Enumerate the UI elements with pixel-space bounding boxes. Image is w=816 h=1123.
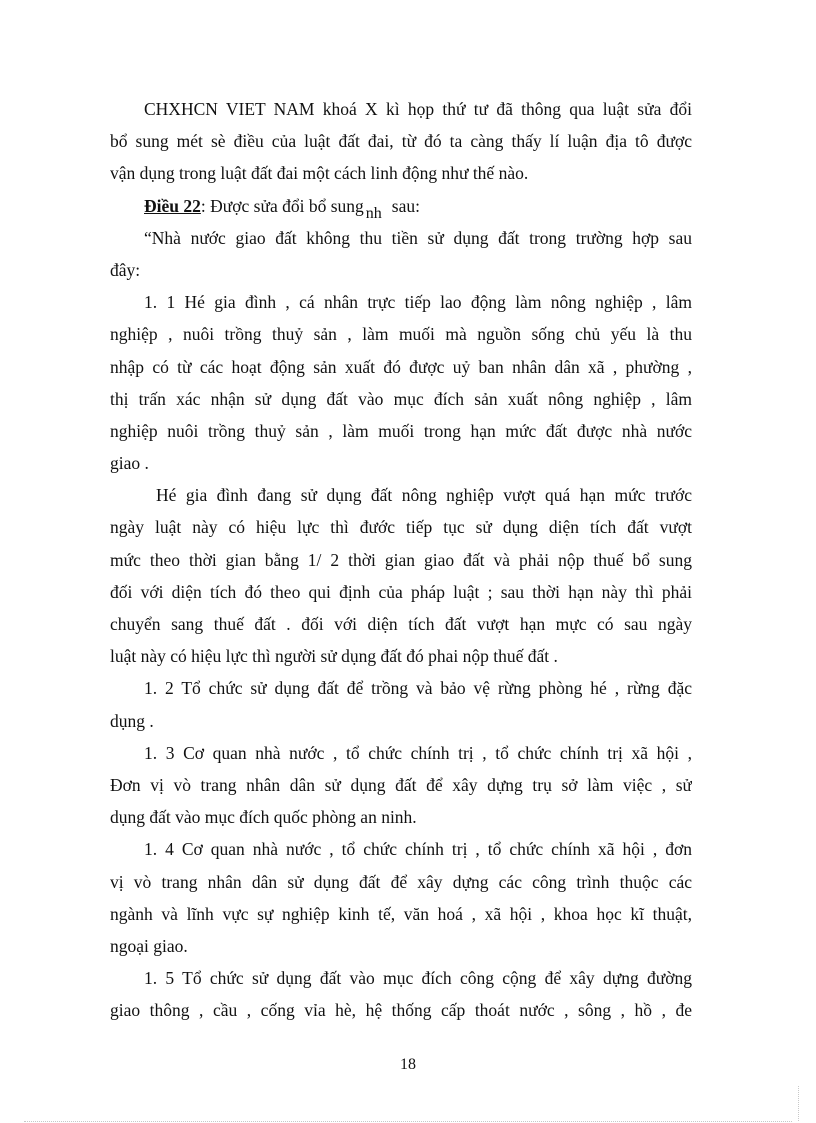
list-item-line: dụng . [110, 710, 154, 731]
list-item-line: 1. 2 Tổ chức sử dụng đất để trồng và bảo vệ rừng phòng hé , rừng đặc [144, 678, 692, 699]
paragraph-line: vận dụng trong luật đất đai một cách linh động như thế nào. [110, 163, 529, 184]
list-item-line: ngoại giao. [110, 935, 188, 956]
list-item-line: vị vò trang nhân dân sử dụng đất để xây dựng các công trình thuộc các [110, 871, 692, 892]
list-item-line: nhập có từ các hoạt động sản xuất đó được uỷ ban nhân dân xã , phường , [110, 356, 692, 377]
list-item-line: giao thông , cầu , cống vỉa hè, hệ thống cấp thoát nước , sông , hồ , đe [110, 1000, 692, 1021]
article-subscript: nh [365, 204, 382, 222]
article-text-after: sau: [391, 195, 420, 216]
paragraph-line: “Nhà nước giao đất không thu tiền sử dụng đất trong trường hợp sau [144, 227, 692, 248]
list-item-line: 1. 3 Cơ quan nhà nước , tổ chức chính trị , tổ chức chính trị xã hội , [144, 742, 692, 763]
list-item-line: 1. 4 Cơ quan nhà nước , tổ chức chính trị , tổ chức chính xã hội , đơn [144, 839, 692, 860]
list-item-line: nghiệp , nuôi trồng thuỷ sản , làm muối mà nguồn sống chủ yếu là thu [110, 324, 692, 345]
list-item-line: dụng đất vào mục đích quốc phòng an ninh. [110, 807, 417, 828]
list-item-line: 1. 1 Hé gia đình , cá nhân trực tiếp lao động làm nông nghiệp , lâm [144, 292, 692, 313]
paragraph-line: ngày luật này có hiệu lực thì đước tiếp tục sử dụng diện tích đất vượt [110, 517, 692, 538]
paragraph-line: bổ sung mét sè điều của luật đất đai, từ đó ta càng thấy lí luận địa tô được [110, 131, 692, 152]
page-number: 18 [400, 1056, 416, 1073]
page-edge-divider [24, 1121, 792, 1122]
paragraph-line: CHXHCN VIET NAM khoá X kì họp thứ tư đã thông qua luật sửa đổi [144, 99, 692, 119]
paragraph-line: Hé gia đình đang sử dụng đất nông nghiệp vượt quá hạn mức trước [156, 485, 692, 506]
article-title: Điều 22 [144, 195, 201, 216]
article-heading-line [110, 190, 692, 222]
list-item-line: nghiệp nuôi trồng thuỷ sản , làm muối trong hạn mức đất được nhà nước [110, 420, 692, 441]
paragraph-line: luật này có hiệu lực thì người sử dụng đất đó phai nộp thuế đất . [110, 646, 558, 667]
paragraph-line: đối với diện tích đó theo qui định của pháp luật ; sau thời hạn này thì phải [110, 581, 692, 602]
paragraph-line: mức theo thời gian bằng 1/ 2 thời gian giao đất và phải nộp thuế bổ sung [110, 549, 692, 570]
list-item-line: ngành và lĩnh vực sự nghiệp kinh tế, văn hoá , xã hội , khoa học kĩ thuật, [110, 903, 692, 924]
list-item-line: thị trấn xác nhận sử dụng đất vào mục đích sản xuất nông nghiệp , lâm [110, 388, 692, 409]
list-item-line: giao . [110, 453, 149, 474]
article-text: Được sửa đổi bổ sung [205, 195, 364, 216]
list-item-line: Đơn vị vò trang nhân dân sử dụng đất để xây dựng trụ sở làm việc , sử [110, 774, 692, 795]
document-body [110, 93, 692, 1026]
paragraph-line: đây: [110, 259, 141, 280]
page-edge-divider-vertical [798, 1086, 799, 1121]
paragraph-line: chuyển sang thuế đất . đối với diện tích đất vượt hạn mực có sau ngày [110, 614, 692, 634]
article-colon: : [200, 195, 206, 216]
list-item-line: 1. 5 Tổ chức sử dụng đất vào mục đích công cộng để xây dựng đường [144, 968, 692, 989]
